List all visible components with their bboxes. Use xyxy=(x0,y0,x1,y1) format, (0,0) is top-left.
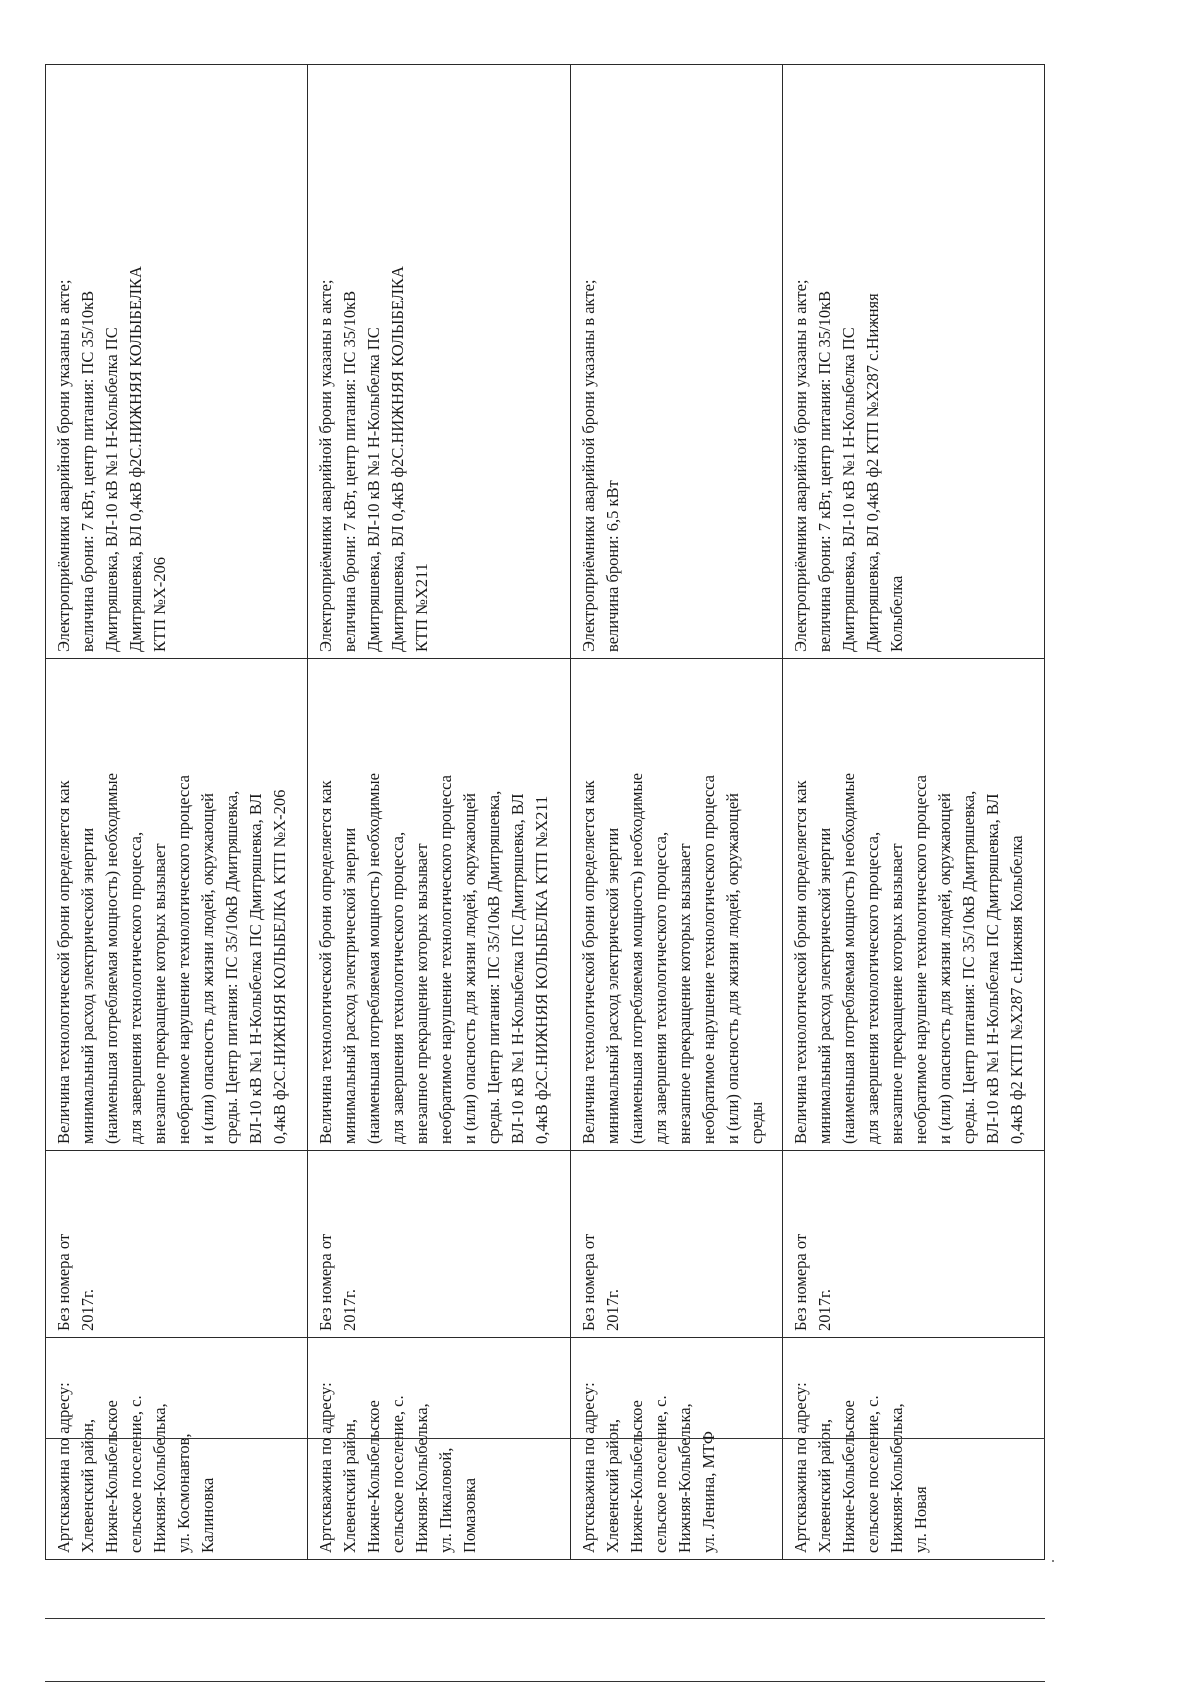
emergency-cell: Электроприёмники аварийной брони указаны в акте; величина брони: 7 кВт, центр питания: ПС 35/10кВ Дмитряшевка, ВЛ-10 кВ №1 Н-Колыбелка ПС Дмитряшевка, ВЛ 0,4кВ ф2С.НИЖНЯЯ КОЛЫБЕЛКА КТП №Х211 xyxy=(308,65,570,659)
description-cell: Величина технологической брони определяется как минимальный расход электрической энергии (наименьшая потребляемая мощность) необходимые для завершения технологического процесса, внезапное прекращение которых вызывает необратимое нарушение технологического процесса и (или) опасность для жизни людей, окружающей среды xyxy=(570,659,782,1151)
table-row xyxy=(570,65,782,1560)
document-cell: Без номера от 2017г. xyxy=(46,1151,308,1338)
document-cell: Без номера от 2017г. xyxy=(782,1151,1044,1338)
description-cell: Величина технологической брони определяется как минимальный расход электрической энергии (наименьшая потребляемая мощность) необходимые для завершения технологического процесса, внезапное прекращение которых вызывает необратимое нарушение технологического процесса и (или) опасность для жизни людей, окружающей среды. Центр питания: ПС 35/10кВ Дмитряшевка, ВЛ-10 кВ №1 Н-Колыбелка ПС Дмитряшевка, ВЛ 0,4кВ ф2С.НИЖНЯЯ КОЛЫБЕЛКА КТП №Х211 xyxy=(308,659,570,1151)
horizontal-rule xyxy=(45,1438,1045,1439)
address-cell: Артскважина по адресу: Хлевенский район, Нижне-Колыбельское сельское поселение, с. Нижняя-Колыбелька, ул. Ленина, МТФ xyxy=(570,1338,782,1560)
address-cell: Артскважина по адресу: Хлевенский район, Нижне-Колыбельское сельское поселение, с. Нижняя-Колыбелька, ул. Космонавтов, Калиновка xyxy=(46,1338,308,1560)
emergency-cell: Электроприёмники аварийной брони указаны в акте; величина брони: 6,5 кВт xyxy=(570,65,782,659)
horizontal-rule xyxy=(45,1618,1045,1619)
address-cell: Артскважина по адресу: Хлевенский район, Нижне-Колыбельское сельское поселение, с. Нижняя-Колыбелька, ул. Пикаловой, Помазовка xyxy=(308,1338,570,1560)
horizontal-rule xyxy=(45,1681,1045,1682)
table-row xyxy=(782,65,1044,1560)
document-cell: Без номера от 2017г. xyxy=(308,1151,570,1338)
emergency-cell: Электроприёмники аварийной брони указаны в акте; величина брони: 7 кВт, центр питания: ПС 35/10кВ Дмитряшевка, ВЛ-10 кВ №1 Н-Колыбелка ПС Дмитряшевка, ВЛ 0,4кВ ф2 КТП №Х287 с.Нижняя Колыбелка xyxy=(782,65,1044,659)
table-row xyxy=(46,65,308,1560)
emergency-cell: Электроприёмники аварийной брони указаны в акте; величина брони: 7 кВт, центр питания: ПС 35/10кВ Дмитряшевка, ВЛ-10 кВ №1 Н-Колыбелка ПС Дмитряшевка, ВЛ 0,4кВ ф2С.НИЖНЯЯ КОЛЫБЕЛКА КТП №Х-206 xyxy=(46,65,308,659)
address-cell: Артскважина по адресу: Хлевенский район, Нижне-Колыбельское сельское поселение, с. Нижняя-Колыбелька, ул. Новая xyxy=(782,1338,1044,1560)
rotated-table-page xyxy=(45,65,1045,1560)
description-cell: Величина технологической брони определяется как минимальный расход электрической энергии (наименьшая потребляемая мощность) необходимые для завершения технологического процесса, внезапное прекращение которых вызывает необратимое нарушение технологического процесса и (или) опасность для жизни людей, окружающей среды. Центр питания: ПС 35/10кВ Дмитряшевка, ВЛ-10 кВ №1 Н-Колыбелка ПС Дмитряшевка, ВЛ 0,4кВ ф2 КТП №Х287 с.Нижняя Колыбелка xyxy=(782,659,1044,1151)
table-row xyxy=(308,65,570,1560)
document-cell: Без номера от 2017г. xyxy=(570,1151,782,1338)
description-cell: Величина технологической брони определяется как минимальный расход электрической энергии (наименьшая потребляемая мощность) необходимые для завершения технологического процесса, внезапное прекращение которых вызывает необратимое нарушение технологического процесса и (или) опасность для жизни людей, окружающей среды. Центр питания: ПС 35/10кВ Дмитряшевка, ВЛ-10 кВ №1 Н-Колыбелка ПС Дмитряшевка, ВЛ 0,4кВ ф2С.НИЖНЯЯ КОЛЫБЕЛКА КТП №Х-206 xyxy=(46,659,308,1151)
scan-speck xyxy=(1052,1560,1054,1562)
reservation-table xyxy=(45,64,1045,1560)
